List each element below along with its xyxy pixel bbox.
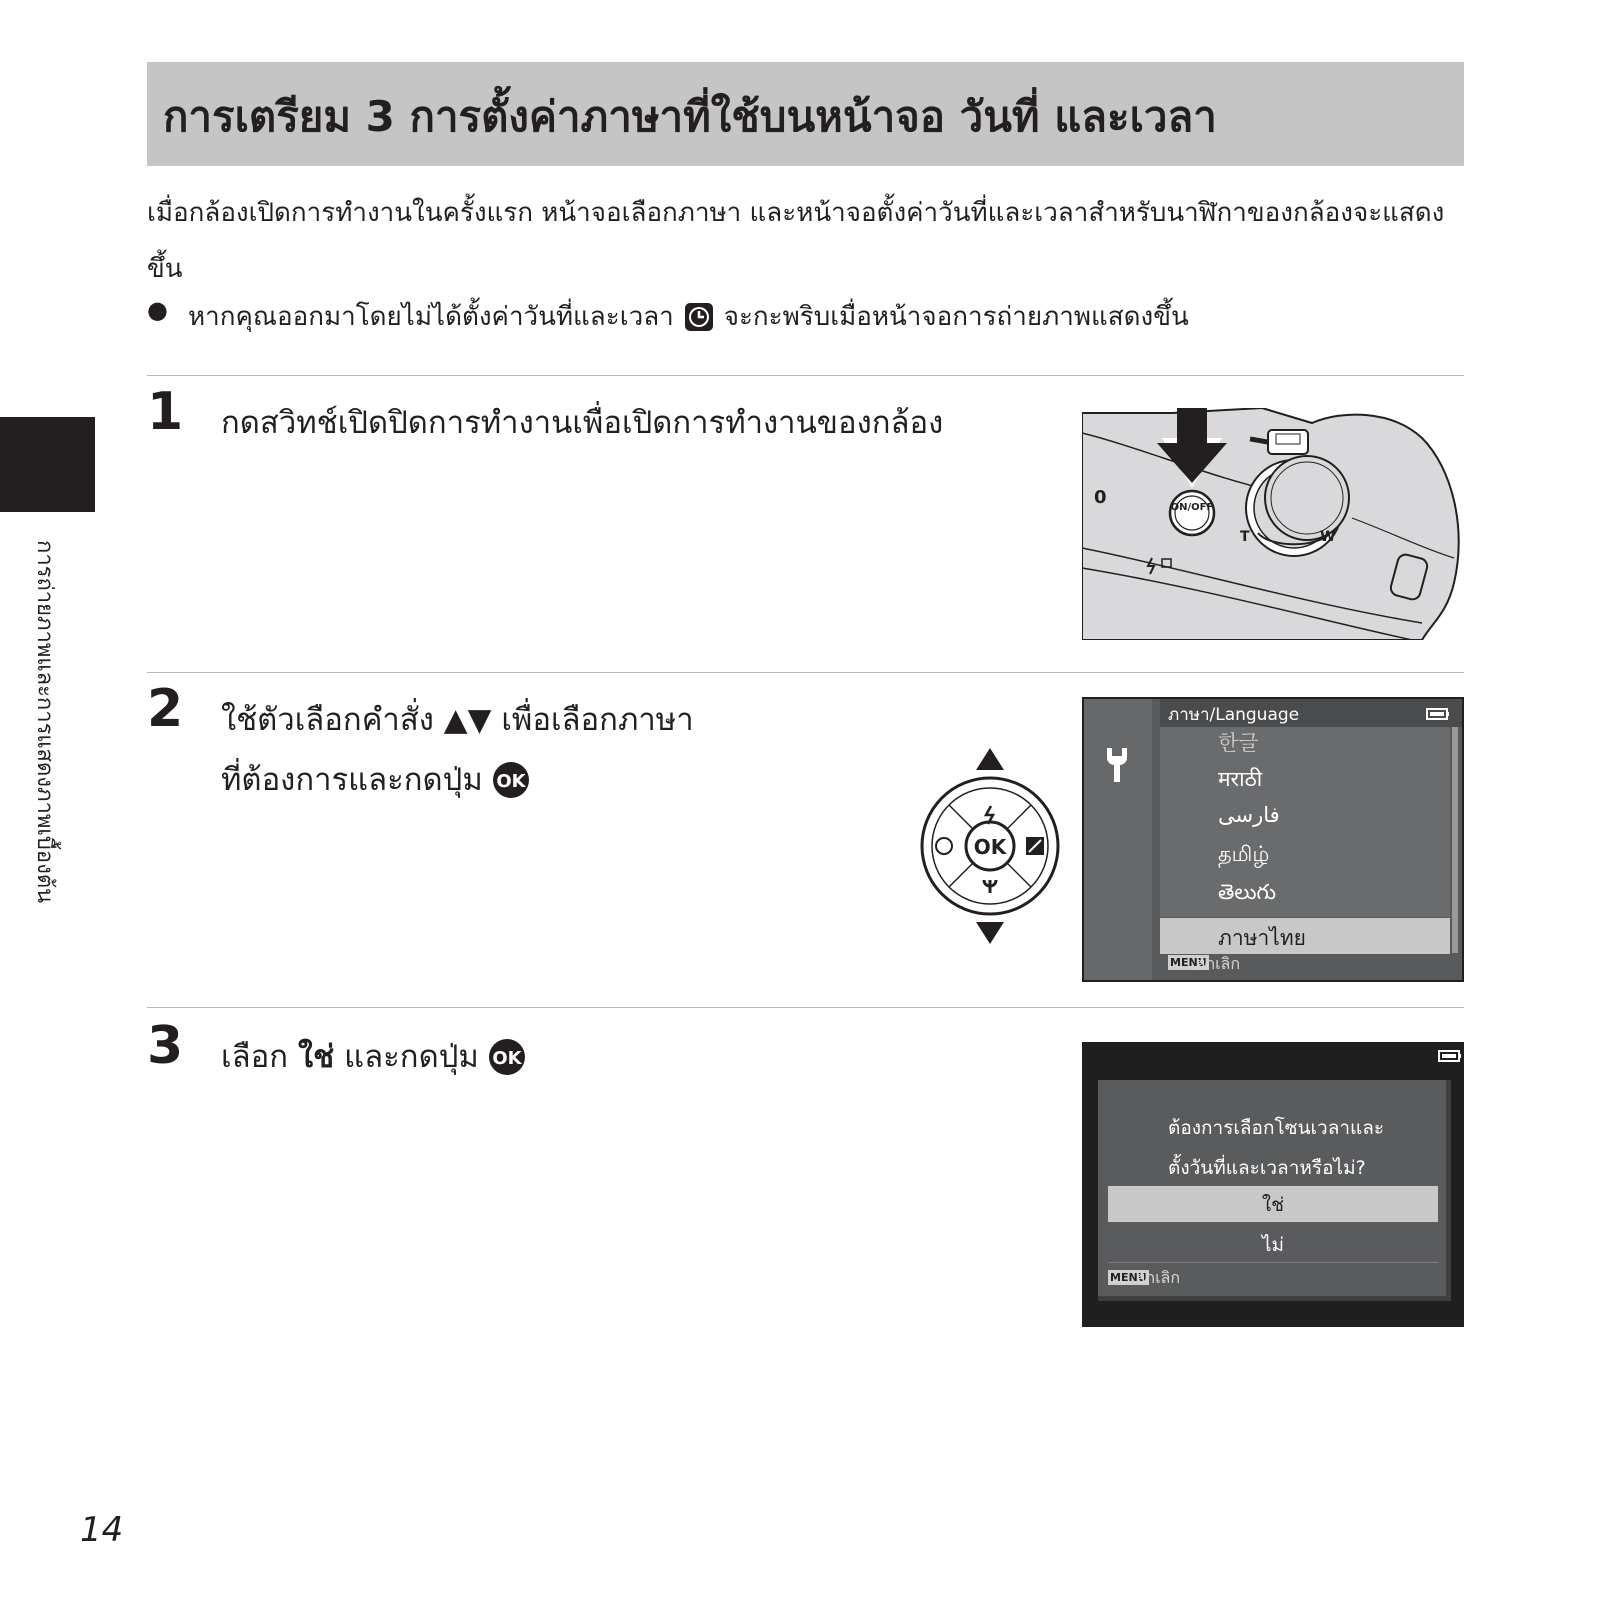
bullet-text-before: หากคุณออกมาโดยไม่ได้ตั้งค่าวันที่และเวลา <box>188 302 674 332</box>
language-option[interactable]: فارسی <box>1218 803 1280 827</box>
battery-icon <box>1426 707 1450 721</box>
language-header: ภาษา/Language <box>1168 705 1300 725</box>
down-arrow-icon <box>976 922 1004 944</box>
step-text-part: เลือก <box>221 1039 288 1075</box>
mode-zero-label: 0 <box>1094 487 1107 508</box>
chapter-label: การถ่ายภาพและการแสดงภาพเบื้องต้น <box>32 540 57 904</box>
no-option-label[interactable]: ไม่ <box>1261 1234 1285 1256</box>
divider <box>147 375 1464 376</box>
language-option[interactable]: தமிழ் <box>1218 842 1270 866</box>
zoom-w-label: W <box>1320 529 1336 545</box>
step-number: 2 <box>147 679 184 739</box>
cancel-label: ยกเลิก <box>1196 954 1241 973</box>
wrench-icon <box>1104 746 1130 784</box>
step-text: กดสวิทช์เปิดปิดการทำงานเพื่อเปิดการทำงานของกล้อง <box>221 405 944 441</box>
step-text-part: ที่ต้องการและกดปุ่ม <box>221 762 483 798</box>
step-number: 1 <box>147 382 184 442</box>
bullet-text-after: จะกะพริบเมื่อหน้าจอการถ่ายภาพแสดงขึ้น <box>723 302 1189 332</box>
chapter-tab <box>0 417 95 512</box>
scrollbar[interactable] <box>1452 727 1458 953</box>
intro-paragraph: เมื่อกล้องเปิดการทำงานในครั้งแรก หน้าจอเลือกภาษา และหน้าจอตั้งค่าวันที่และเวลาสำหรับนาฬิกาของกล้องจะแสดงขึ้น <box>147 198 1445 284</box>
language-option-selected[interactable]: ภาษาไทย <box>1218 926 1306 950</box>
language-list[interactable] <box>1160 727 1450 917</box>
step-text-line1 <box>221 690 694 750</box>
language-option[interactable]: मराठी <box>1218 767 1263 791</box>
battery-icon <box>1438 1049 1462 1063</box>
bullet-item <box>188 296 1189 337</box>
dialog-divider <box>1108 1262 1438 1263</box>
menu-icon: MENU <box>1170 956 1207 969</box>
svg-text:OK: OK <box>492 1048 522 1069</box>
up-arrow-icon <box>976 748 1004 770</box>
step-text-part: ใช้ตัวเลือกคำสั่ง <box>221 702 434 738</box>
bullet-marker: ● <box>147 296 168 324</box>
setup-tab <box>1084 699 1152 980</box>
multi-selector-illustration <box>918 748 1062 944</box>
zoom-t-label: T <box>1240 529 1250 545</box>
camera-top-illustration <box>1082 408 1464 640</box>
power-button-label: ON/OFF <box>1170 502 1214 513</box>
page-title: การเตรียม 3 การตั้งค่าภาษาที่ใช้บนหน้าจอ วันที่ และเวลา <box>163 92 1217 141</box>
question-line1: ต้องการเลือกโซนเวลาและ <box>1168 1117 1385 1139</box>
divider <box>147 1007 1464 1008</box>
step-text <box>221 1027 527 1087</box>
step-text-line2 <box>221 750 531 810</box>
question-line2: ตั้งวันที่และเวลาหรือไม่? <box>1168 1157 1366 1179</box>
clock-icon <box>684 302 714 332</box>
up-down-arrows-icon: ▲▼ <box>443 702 492 738</box>
ok-button-icon <box>487 1037 527 1077</box>
language-option[interactable]: 한글 <box>1218 731 1259 755</box>
page-number: 14 <box>80 1510 124 1550</box>
step-number: 3 <box>147 1016 184 1076</box>
language-option[interactable]: తెలుగు <box>1218 880 1277 904</box>
ok-center-label: OK <box>973 835 1007 859</box>
step-text-part: เพื่อเลือกภาษา <box>501 702 694 738</box>
yes-option-label[interactable]: ใช่ <box>1261 1194 1285 1216</box>
cancel-label: ยกเลิก <box>1136 1268 1181 1287</box>
divider <box>147 672 1464 673</box>
svg-text:OK: OK <box>496 771 526 792</box>
step-text-part: และกดปุ่ม <box>344 1039 479 1075</box>
step-text-bold: ใช่ <box>297 1039 335 1075</box>
ok-button-icon <box>491 760 531 800</box>
menu-icon: MENU <box>1110 1271 1147 1284</box>
